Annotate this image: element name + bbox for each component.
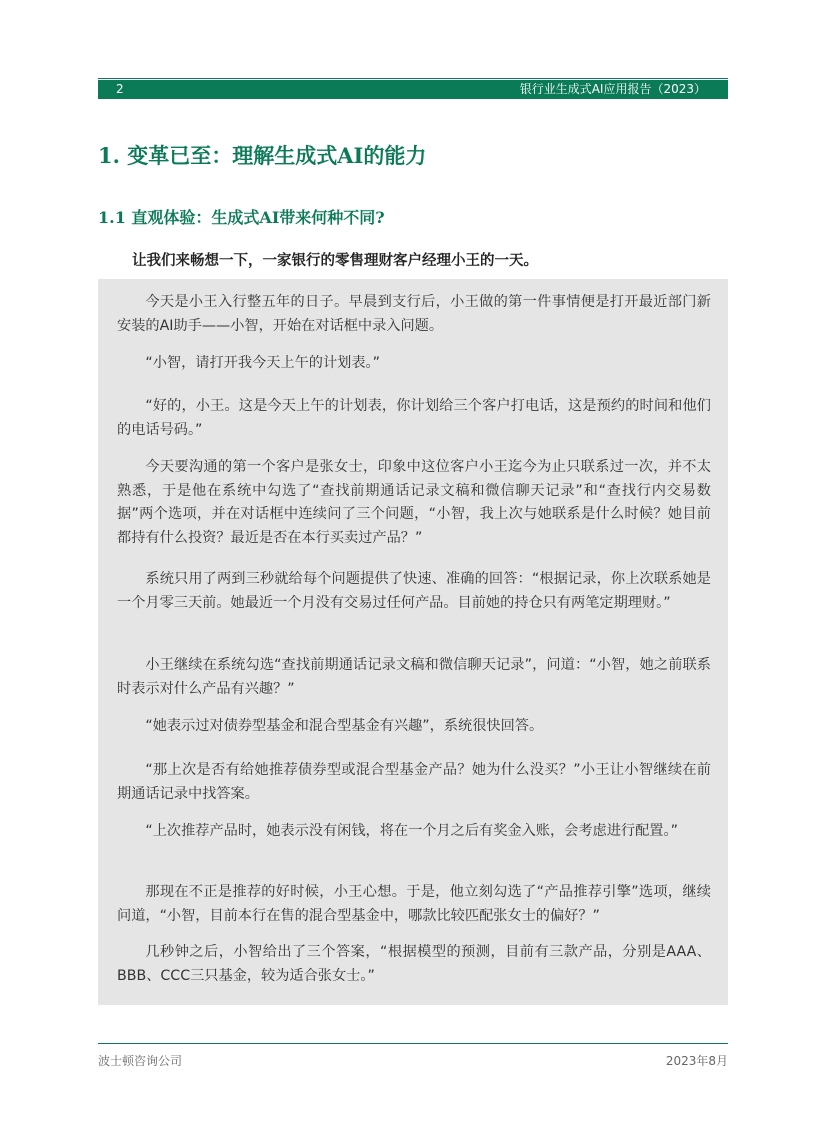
footer-company: 波士顿咨询公司 — [98, 1054, 183, 1068]
story-box — [98, 279, 728, 1005]
story-paragraph-2: “小智，请打开我今天上午的计划表。” — [145, 355, 380, 371]
chapter-title: 1. 变革已至：理解生成式AI的能力 — [98, 143, 427, 168]
page-number: 2 — [116, 82, 124, 96]
story-paragraph-8: “那上次是否有给她推荐债券型或混合型基金产品？她为什么没买？”小王让小智继续在前期通话记录中找答案。 — [117, 762, 711, 802]
header-rule — [98, 78, 728, 79]
header-bar — [98, 80, 728, 99]
story-paragraph-9: “上次推荐产品时，她表示没有闲钱，将在一个月之后有奖金入账，会考虑进行配置。” — [145, 823, 678, 839]
story-paragraph-6: 小王继续在系统勾选“查找前期通话记录文稿和微信聊天记录”，问道：“小智，她之前联系时表示对什么产品有兴趣？” — [117, 657, 711, 697]
story-paragraph-3: “好的，小王。这是今天上午的计划表，你计划给三个客户打电话，这是预约的时间和他们的电话号码。” — [117, 398, 711, 438]
story-paragraph-11: 几秒钟之后，小智给出了三个答案，“根据模型的预测，目前有三款产品，分别是AAA、BBB、CCC三只基金，较为适合张女士。” — [117, 944, 711, 984]
story-paragraph-10: 那现在不正是推荐的好时候，小王心想。于是，他立刻勾选了“产品推荐引擎”选项，继续问道，“小智，目前本行在售的混合型基金中，哪款比较匹配张女士的偏好？” — [117, 884, 711, 924]
report-title: 银行业生成式AI应用报告（2023） — [519, 82, 706, 96]
story-paragraph-7: “她表示过对债券型基金和混合型基金有兴趣”，系统很快回答。 — [145, 718, 544, 734]
intro-text: 让我们来畅想一下，一家银行的零售理财客户经理小王的一天。 — [132, 252, 538, 269]
story-paragraph-4: 今天要沟通的第一个客户是张女士，印象中这位客户小王迄今为止只联系过一次，并不太熟悉，于是他在系统中勾选了“查找前期通话记录文稿和微信聊天记录”和“查找行内交易数据”两个选项，并在对话框中连续问了三个问题，“小智，我上次与她联系是什么时候？她目前都持有什么投资？最近是否在本行买卖过产品？” — [117, 459, 711, 546]
footer-date: 2023年8月 — [665, 1054, 728, 1068]
story-paragraph-1: 今天是小王入行整五年的日子。早晨到支行后，小王做的第一件事情便是打开最近部门新安装的AI助手——小智，开始在对话框中录入问题。 — [117, 294, 711, 334]
story-paragraph-5: 系统只用了两到三秒就给每个问题提供了快速、准确的回答：“根据记录，你上次联系她是一个月零三天前。她最近一个月没有交易过任何产品。目前她的持仓只有两笔定期理财。” — [117, 571, 711, 611]
section-title: 1.1 直观体验：生成式AI带来何种不同? — [98, 208, 385, 227]
footer-rule — [98, 1043, 728, 1044]
